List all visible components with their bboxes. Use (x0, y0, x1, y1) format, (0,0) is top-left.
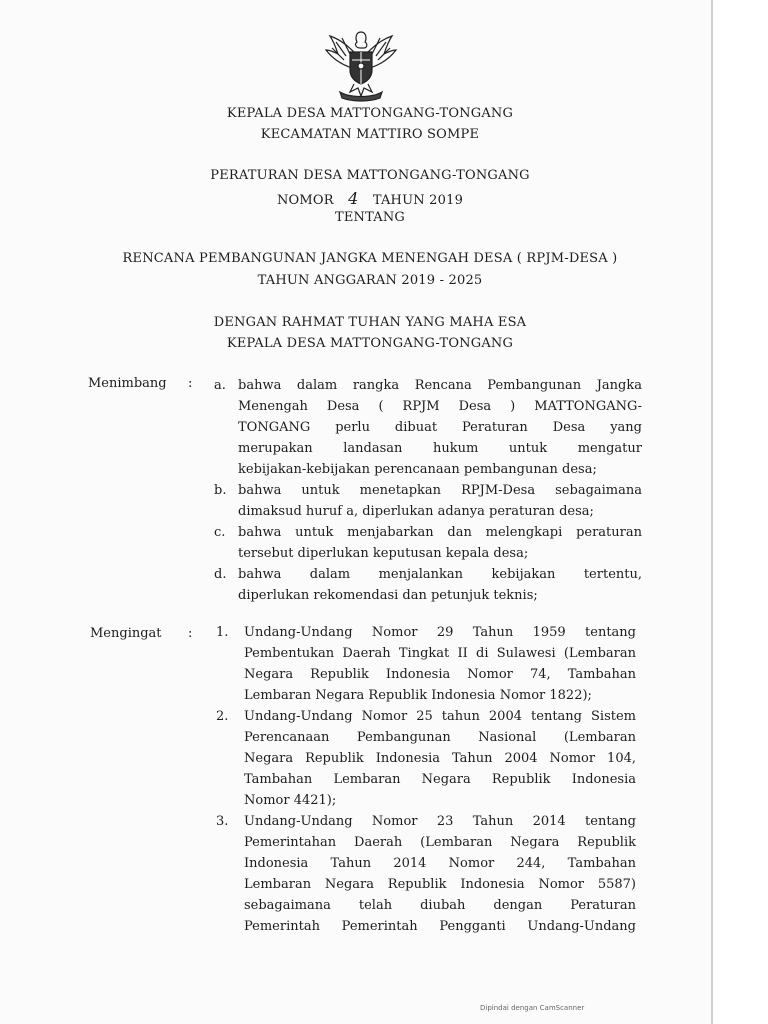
issuer-subdistrict: KECAMATAN MATTIRO SOMPE (260, 127, 480, 142)
menimbang-d-line: diperlukan rekomendasi dan petunjuk teknis; (238, 588, 538, 603)
menimbang-marker-d: d. (214, 567, 227, 582)
mengingat-1-line: Undang-Undang Nomor 29 Tahun 1959 tentang (244, 625, 636, 640)
mengingat-2-line: Nomor 4421); (244, 793, 337, 808)
mengingat-2-line: Perencanaan Pembangunan Nasional (Lembaran (244, 730, 636, 745)
mengingat-1-line: Negara Republik Indonesia Nomor 74, Tambahan (244, 667, 636, 682)
subject-line-2: TAHUN ANGGARAN 2019 - 2025 (257, 273, 483, 288)
number-value: 4 (348, 189, 359, 208)
menimbang-marker-b: b. (214, 483, 227, 498)
number-label: NOMOR (276, 193, 334, 208)
mengingat-1-line: Pembentukan Daerah Tingkat II di Sulawesi (Lembaran (244, 646, 636, 661)
menimbang-b-line: bahwa untuk menetapkan RPJM-Desa sebagaimana (238, 483, 642, 498)
menimbang-a-line: Menengah Desa ( RPJM Desa ) MATTONGANG- (238, 399, 642, 414)
menimbang-d-line: bahwa dalam menjalankan kebijakan tertentu, (238, 567, 642, 582)
section-label-mengingat: Mengingat (90, 626, 162, 641)
garuda-emblem-icon (322, 26, 400, 102)
mengingat-marker-2: 2. (216, 709, 229, 724)
about-label: TENTANG (334, 210, 406, 225)
blessing-line-2: KEPALA DESA MATTONGANG-TONGANG (226, 336, 514, 351)
blessing-line-1: DENGAN RAHMAT TUHAN YANG MAHA ESA (213, 315, 527, 330)
regulation-title: PERATURAN DESA MATTONGANG-TONGANG (210, 168, 530, 183)
mengingat-3-line: Lembaran Negara Republik Indonesia Nomor 5587) (244, 877, 636, 892)
mengingat-3-line: sebagaimana telah diubah dengan Peraturan (244, 898, 636, 913)
mengingat-marker-3: 3. (216, 814, 229, 829)
menimbang-a-line: kebijakan-kebijakan perencanaan pembangunan desa; (238, 462, 597, 477)
mengingat-2-line: Tambahan Lembaran Negara Republik Indonesia (244, 772, 636, 787)
mengingat-3-line: Pemerintah Pemerintah Pengganti Undang-Undang (244, 919, 636, 934)
menimbang-a-line: merupakan landasan hukum untuk mengatur (238, 441, 642, 456)
menimbang-c-line: bahwa untuk menjabarkan dan melengkapi peraturan (238, 525, 642, 540)
mengingat-marker-1: 1. (216, 625, 229, 640)
section-label-menimbang: Menimbang (88, 376, 167, 391)
menimbang-marker-a: a. (214, 378, 226, 393)
issuer-title: KEPALA DESA MATTONGANG-TONGANG (226, 106, 514, 121)
mengingat-3-line: Pemerintahan Daerah (Lembaran Negara Republik (244, 835, 636, 850)
subject-line-1: RENCANA PEMBANGUNAN JANGKA MENENGAH DESA ( RPJM-DESA ) (122, 251, 618, 266)
mengingat-3-line: Undang-Undang Nomor 23 Tahun 2014 tentang (244, 814, 636, 829)
year-label: TAHUN 2019 (372, 193, 464, 208)
regulation-number-line (0, 189, 740, 208)
mengingat-1-line: Lembaran Negara Republik Indonesia Nomor 1822); (244, 688, 592, 703)
menimbang-b-line: dimaksud huruf a, diperlukan adanya peraturan desa; (238, 504, 594, 519)
mengingat-2-line: Undang-Undang Nomor 25 tahun 2004 tentang Sistem (244, 709, 636, 724)
mengingat-colon: : (188, 626, 193, 641)
mengingat-2-line: Negara Republik Indonesia Tahun 2004 Nomor 104, (244, 751, 636, 766)
menimbang-a-line: TONGANG perlu dibuat Peraturan Desa yang (238, 420, 642, 435)
mengingat-3-line: Indonesia Tahun 2014 Nomor 244, Tambahan (244, 856, 636, 871)
menimbang-a-line: bahwa dalam rangka Rencana Pembangunan Jangka (238, 378, 642, 393)
scanner-watermark: Dipindai dengan CamScanner (480, 1004, 585, 1012)
menimbang-colon: : (188, 376, 193, 391)
menimbang-marker-c: c. (214, 525, 226, 540)
menimbang-c-line: tersebut diperlukan keputusan kepala desa; (238, 546, 529, 561)
